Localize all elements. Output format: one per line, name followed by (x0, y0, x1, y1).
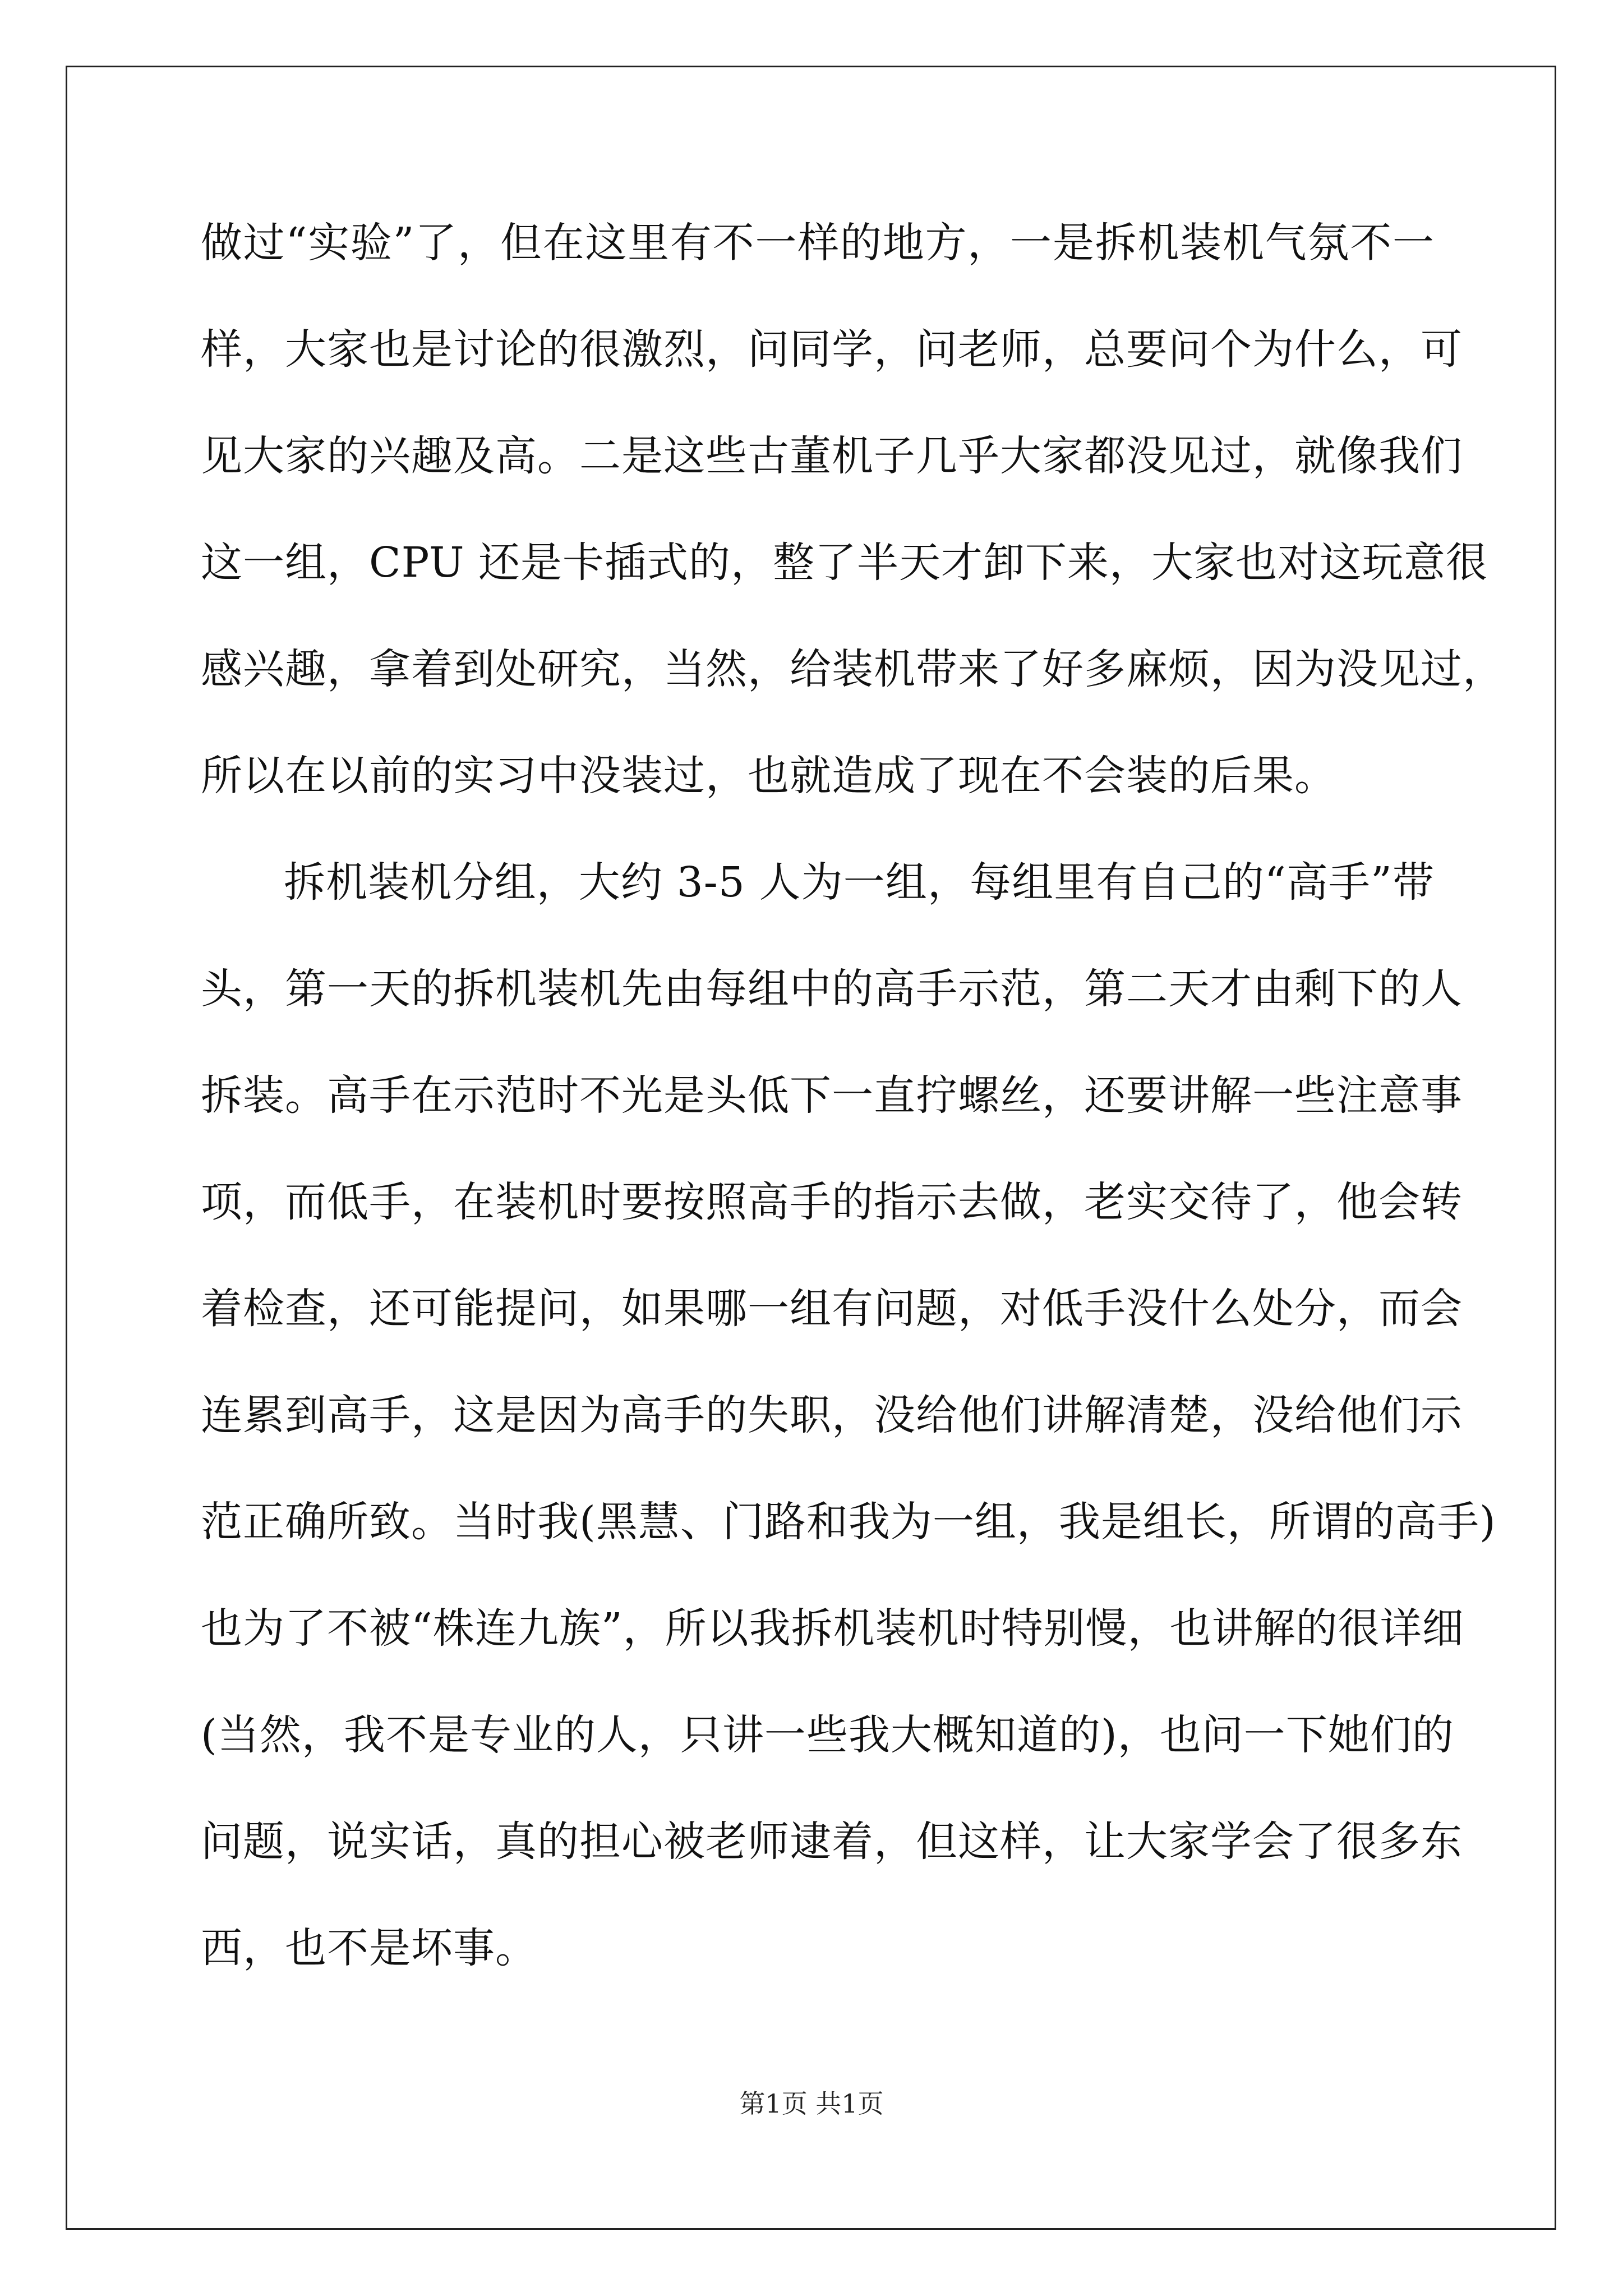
text-line: 拆装。高手在示范时不光是头低下一直拧螺丝，还要讲解一些注意事 (201, 1071, 1463, 1120)
text-line: 问题，说实话，真的担心被老师逮着，但这样，让大家学会了很多东 (201, 1818, 1463, 1866)
text-line: 着检查，还可能提问，如果哪一组有问题，对低手没什么处分，而会 (201, 1285, 1463, 1333)
text-line: (当然，我不是专业的人，只讲一些我大概知道的)，也问一下她们的 (201, 1711, 1454, 1759)
text-line: 这一组，CPU 还是卡插式的，整了半天才卸下来，大家也对这玩意很 (201, 539, 1488, 587)
text-line: 见大家的兴趣及高。二是这些古董机子几乎大家都没见过，就像我们 (201, 432, 1463, 480)
text-line: 做过“实验”了，但在这里有不一样的地方，一是拆机装机气氛不一 (201, 219, 1435, 267)
page-footer: 第1页 共1页 (739, 2088, 884, 2119)
text-line: 样，大家也是讨论的很激烈，问同学，问老师，总要问个为什么，可 (201, 325, 1463, 374)
document-body (201, 201, 1505, 2013)
text-line: 拆机装机分组，大约 3-5 人为一组，每组里有自己的“高手”带 (284, 858, 1435, 907)
text-line: 连累到高手，这是因为高手的失职，没给他们讲解清楚，没给他们示 (201, 1391, 1463, 1439)
text-line: 也为了不被“株连九族”，所以我拆机装机时特别慢，也讲解的很详细 (201, 1604, 1464, 1653)
text-line: 项，而低手，在装机时要按照高手的指示去做，老实交待了，他会转 (201, 1178, 1463, 1226)
text-line: 头，第一天的拆机装机先由每组中的高手示范，第二天才由剩下的人 (201, 965, 1463, 1013)
text-line: 西，也不是坏事。 (201, 1924, 537, 1972)
text-line: 范正确所致。当时我(黑慧、门路和我为一组，我是组长，所谓的高手) (201, 1498, 1496, 1546)
text-line: 感兴趣，拿着到处研究，当然，给装机带来了好多麻烦，因为没见过， (201, 645, 1505, 693)
text-line: 所以在以前的实习中没装过，也就造成了现在不会装的后果。 (201, 752, 1336, 800)
